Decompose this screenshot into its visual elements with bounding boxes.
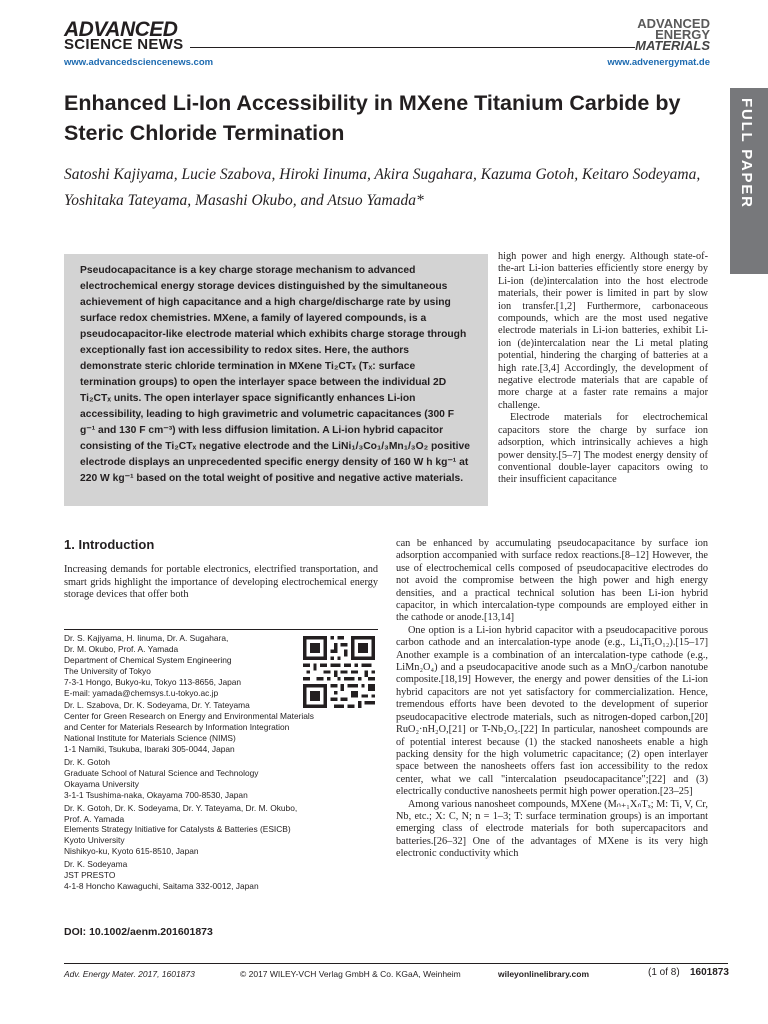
footer-article-number: 1601873	[690, 967, 729, 978]
abstract-box	[64, 254, 488, 506]
doi-link[interactable]: DOI: 10.1002/aenm.201601873	[64, 926, 213, 938]
affiliation-line: 1-1 Namiki, Tsukuba, Ibaraki 305-0044, Japan	[64, 744, 235, 755]
footer-page-of: (1 of 8)	[648, 967, 680, 978]
affiliation-line: and Center for Materials Research by Information Integration	[64, 722, 290, 733]
footer-rule	[64, 963, 728, 964]
affiliation-line: Dr. L. Szabova, Dr. K. Sodeyama, Dr. Y. Tateyama	[64, 700, 250, 711]
footer-journal-citation: Adv. Energy Mater. 2017, 1601873	[64, 969, 195, 979]
affiliation-email[interactable]: E-mail: yamada@chemsys.t.u-tokyo.ac.jp	[64, 687, 219, 698]
affiliation-line: Dr. S. Kajiyama, H. Iinuma, Dr. A. Sugahara,	[64, 633, 229, 643]
affiliation-line: Prof. A. Yamada	[64, 813, 125, 824]
affiliation-rule	[64, 629, 378, 630]
paragraph-3: One option is a Li-ion hybrid capacitor with a pseudocapacitive porous carbon cathode and an intercalation-type anode (e.g., Li₄Ti₅O₁₂).[15–17] Another example is a combination of an intercalation-type cathode (e.g., LiMn₂O₄) and a pseudocapacitive anode such as a MnO₂/carbon nanotube composite.[18,19] However, the energy and power densities of the Li-ion hybrid capacitors are not yet satisfactory for commercialization. Hence, tremendous efforts have been devoted to the development of superior pseudocapacitive electrode materials, such as nitrogen-doped carbon,[20] RuO₂·nH₂O,[21] or T-Nb₂O₅.[22] In particular, nanosheet compounds are of potential interest because (1) the stacked nanosheets enable a high packing density for the high volumetric capacitance; (2) open interlayer space between the nanosheets offers fast ion accessibility to the redox center, what we call "intercalation pseudocapacitance";[22] and (3) electrically conductive nanosheets permit high power operation.[23–25]	[396, 624, 708, 798]
footer-copyright: © 2017 WILEY-VCH Verlag GmbH & Co. KGaA, Weinheim	[240, 969, 461, 979]
journal-logo	[635, 18, 710, 51]
publisher-url-link[interactable]: www.advancedsciencenews.com	[64, 57, 214, 68]
abstract-text: Pseudocapacitance is a key charge storage mechanism to advanced electrochemical energy storage devices distinguished by the simultaneous achievement of high capacitance and a high charge/discharge rate by using surface redox chemistries. MXene, a family of layered compounds, is a pseudocapacitor-like electrode material which exhibits charge storage through exceptionally fast ion accessibility to redox sites. Here, the authors demonstrate steric chloride termination in MXene Ti₂CTₓ (Tₓ: surface termination groups) to open the interlayer space between the individual 2D Ti₂CTₓ units. The open interlayer space significantly enhances Li-ion accessibility, leading to high gravimetric and volumetric capacitances (300 F g⁻¹ and 130 F cm⁻³) with less diffusion limitation. A Li-ion hybrid capacitor consisting of the Ti₂CTₓ negative electrode and the LiNi₁/₃Co₁/₃Mn₁/₃O₂ positive electrode displays an unprecedented specific energy density of 160 W h kg⁻¹ at 220 W kg⁻¹ based on the total weight of positive and negative active materials.	[80, 265, 470, 484]
right-column-top	[498, 251, 708, 487]
footer-site-link[interactable]: wileyonlinelibrary.com	[498, 969, 590, 979]
affiliation-line: Nishikyo-ku, Kyoto 615-8510, Japan	[64, 846, 199, 857]
section-heading-introduction: 1. Introduction	[64, 537, 155, 552]
affiliation-line: JST PRESTO	[64, 870, 116, 881]
publisher-logo-line1: ADVANCED	[64, 18, 178, 41]
journal-logo-word-2: ENERGY	[655, 27, 710, 42]
author-list: Satoshi Kajiyama, Lucie Szabova, Hiroki Iinuma, Akira Sugahara, Kazuma Gotoh, Keitaro Sodeyama, Yoshitaka Tateyama, Masashi Okubo, and Atsuo Yamada*	[64, 166, 701, 209]
affiliation-line: 3-1-1 Tsushima-naka, Okayama 700-8530, Japan	[64, 789, 248, 800]
affiliation-line: Department of Chemical System Engineering	[64, 654, 232, 665]
affiliation-line: Okayama University	[64, 778, 139, 789]
affiliation-line: Dr. K. Sodeyama	[64, 859, 128, 870]
affiliation-line: National Institute for Materials Science (NIMS)	[64, 733, 236, 744]
affiliation-line: Graduate School of Natural Science and Technology	[64, 767, 259, 778]
journal-logo-word-3: MATERIALS	[635, 38, 710, 53]
right-column-lower	[396, 538, 708, 861]
paragraph-1-continued: high power and high energy. Although state-of-the-art Li-ion batteries efficiently store energy by Li-ion (de)intercalation into the host electrode materials, their power is limited in part by slow ion transfer.[1,2] Furthermore, carbonaceous compounds, which are the most used negative electrode materials in Li-ion batteries, exhibit Li-ion (de)intercalation near the Li metal plating potential, hindering the charging of batteries at a high rate.[3,4] Accordingly, the development of negative electrode materials that are capable of more charge at a faster rate remains a major challenge.	[498, 251, 708, 411]
header-rule	[190, 47, 635, 48]
affiliation-line: Dr. K. Gotoh	[64, 756, 111, 767]
article-type-label: FULL PAPER	[738, 98, 755, 209]
article-type-tab	[730, 88, 768, 274]
affiliation-line: Dr. K. Gotoh, Dr. K. Sodeyama, Dr. Y. Tateyama, Dr. M. Okubo,	[64, 802, 298, 813]
affiliation-line: 7-3-1 Hongo, Bukyo-ku, Tokyo 113-8656, Japan	[64, 676, 242, 687]
affiliation-line: 4-1-8 Honcho Kawaguchi, Saitama 332-0012, Japan	[64, 880, 259, 891]
paragraph-2-start: Electrode materials for electrochemical capacitors store the charge by surface ion adsorption, which intrinsically achieves a high power density.[5–7] The modest energy density of conventional double-layer capacitors owing to their insufficient capacitance	[498, 412, 708, 486]
introduction-text: Increasing demands for portable electronics, electrified transportation, and smart grids highlight the importance of developing electrochemical energy storage devices that offer both	[64, 564, 378, 601]
qr-code[interactable]	[303, 636, 375, 708]
article-title: Enhanced Li-Ion Accessibility in MXene Titanium Carbide by Steric Chloride Termination	[64, 91, 681, 145]
affiliation-line: The University of Tokyo	[64, 665, 151, 676]
journal-logo-word-1: ADVANCED	[637, 16, 710, 31]
affiliation-line: Kyoto University	[64, 835, 125, 846]
paragraph-2-continued: can be enhanced by accumulating pseudocapacitance by surface ion adsorption accompanied with surface redox reactions.[8–12] However, the use of electrochemical cells composed of pseudocapacitive electrodes do not avoid the compromise between the high power and high energy densities, and a practical technical solution has been Li-ion hybrid capacitor, in which intercalation-type compounds are employed either in the cathode or anode.[13,14]	[396, 538, 708, 624]
affiliation-line: Dr. M. Okubo, Prof. A. Yamada	[64, 643, 179, 654]
journal-url-link[interactable]: www.advenergymat.de	[607, 57, 710, 68]
paragraph-4: Among various nanosheet compounds, MXene (Mₙ₊₁XₙTₓ; M: Ti, V, Cr, Nb, etc.; X: C, N; n = 1–3; T: surface termination groups) is an important emerging class of electrode materials for both supercapacitors and batteries.[26–32] One of the advantages of MXene is its very high electronic conductivity which	[396, 798, 709, 860]
affiliation-line: Center for Green Research on Energy and Environmental Materials	[64, 711, 314, 722]
publisher-logo-line2: SCIENCE NEWS	[64, 36, 184, 53]
affiliation-line: Elements Strategy Initiative for Catalysts & Batteries (ESICB)	[64, 824, 291, 835]
